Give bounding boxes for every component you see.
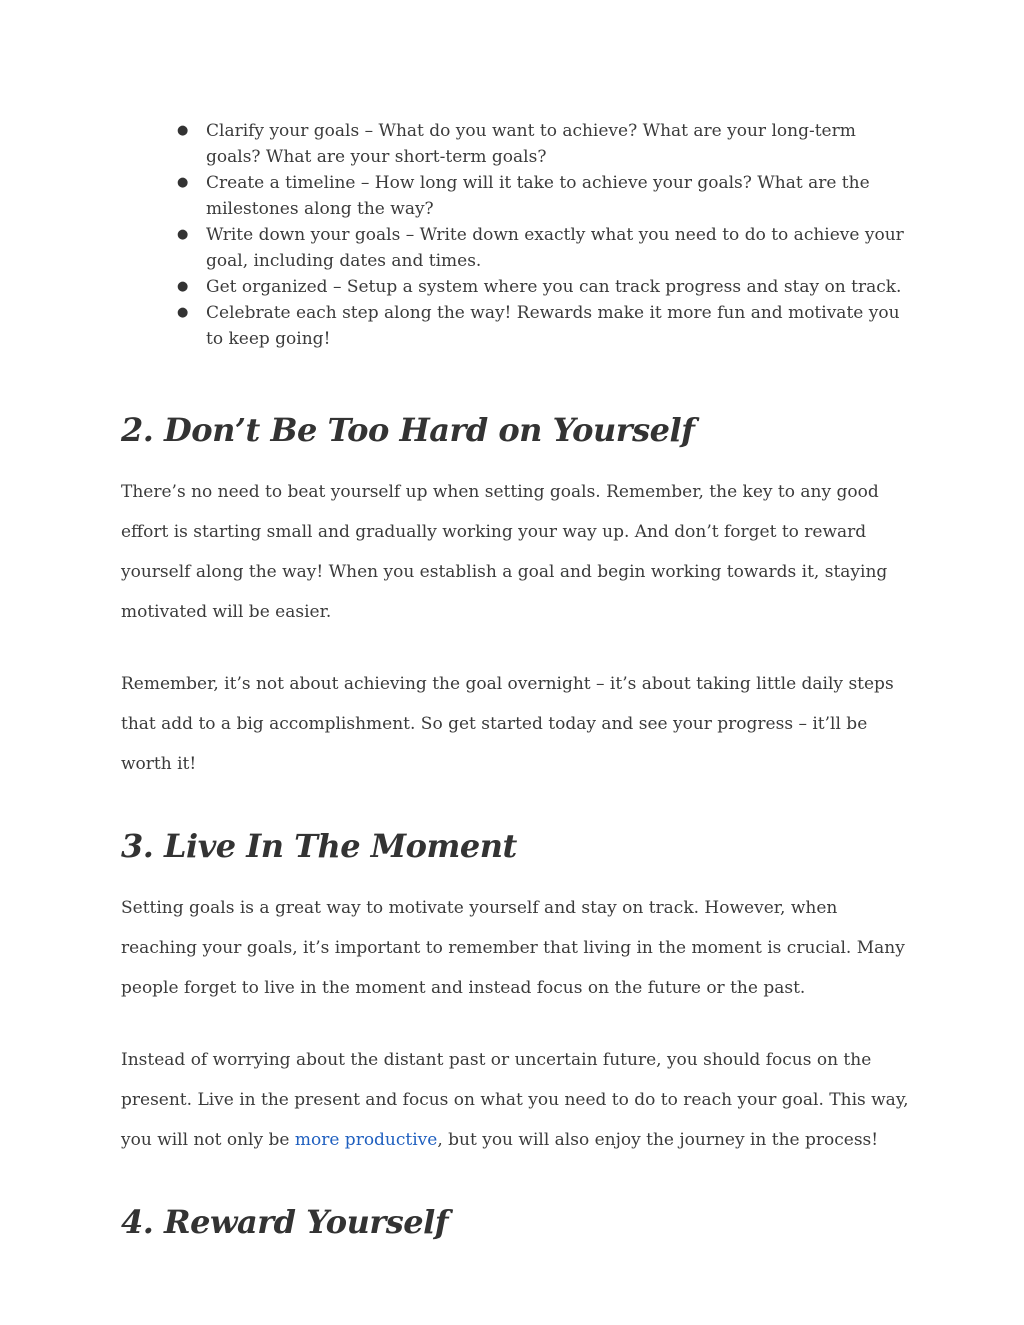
- section-heading-live-in-the-moment: 3. Live In The Moment: [121, 827, 517, 865]
- section-heading-dont-be-too-hard: 2. Don’t Be Too Hard on Yourself: [121, 411, 695, 449]
- more-productive-link[interactable]: more productive: [294, 1130, 438, 1150]
- section3-paragraph-2: [121, 1040, 911, 1160]
- section3-paragraph-1: Setting goals is a great way to motivate yourself and stay on track. However, when reaching your goals, it’s important to remember that living in the moment is crucial. Many people forget to live in the moment and instead focus on the future or the past.: [121, 898, 905, 998]
- list-item: [177, 274, 911, 300]
- section-heading-reward-yourself: 4. Reward Yourself: [121, 1203, 448, 1241]
- list-item-text: Get organized – Setup a system where you can track progress and stay on track.: [206, 277, 902, 297]
- section3-paragraph-2-text-before: Instead of worrying about the distant past or uncertain future, you should focus on the present. Live in the present and focus on what you need to do to reach your goal. This way, you will not only be: [121, 1050, 909, 1150]
- bullet-icon: ●: [177, 305, 189, 320]
- list-item-text: Write down your goals – Write down exactly what you need to do to achieve your goal, including dates and times.: [206, 225, 904, 271]
- section2-paragraph-1: There’s no need to beat yourself up when setting goals. Remember, the key to any good effort is starting small and gradually working your way up. And don’t forget to reward yourself along the way! When you establish a goal and begin working towards it, staying motivated will be easier.: [121, 482, 888, 622]
- list-item-text: Create a timeline – How long will it take to achieve your goals? What are the milestones along the way?: [206, 173, 870, 219]
- section3-paragraph-2-text-after: , but you will also enjoy the journey in the process!: [437, 1130, 879, 1150]
- bullet-icon: ●: [177, 227, 189, 242]
- list-item: [177, 170, 911, 222]
- bullet-icon: ●: [177, 279, 189, 294]
- bullet-icon: ●: [177, 123, 189, 138]
- list-item: [177, 118, 911, 170]
- section2-paragraph-2: Remember, it’s not about achieving the goal overnight – it’s about taking little daily steps that add to a big accomplishment. So get started today and see your progress – it’ll be worth it!: [121, 674, 894, 774]
- list-item: [177, 222, 911, 274]
- goal-steps-list: [121, 118, 911, 352]
- bullet-icon: ●: [177, 175, 189, 190]
- document-page: [121, 118, 911, 1242]
- list-item-text: Celebrate each step along the way! Rewards make it more fun and motivate you to keep going!: [206, 303, 900, 349]
- list-item-text: Clarify your goals – What do you want to achieve? What are your long-term goals? What are your short-term goals?: [206, 121, 856, 167]
- list-item: [177, 300, 911, 352]
